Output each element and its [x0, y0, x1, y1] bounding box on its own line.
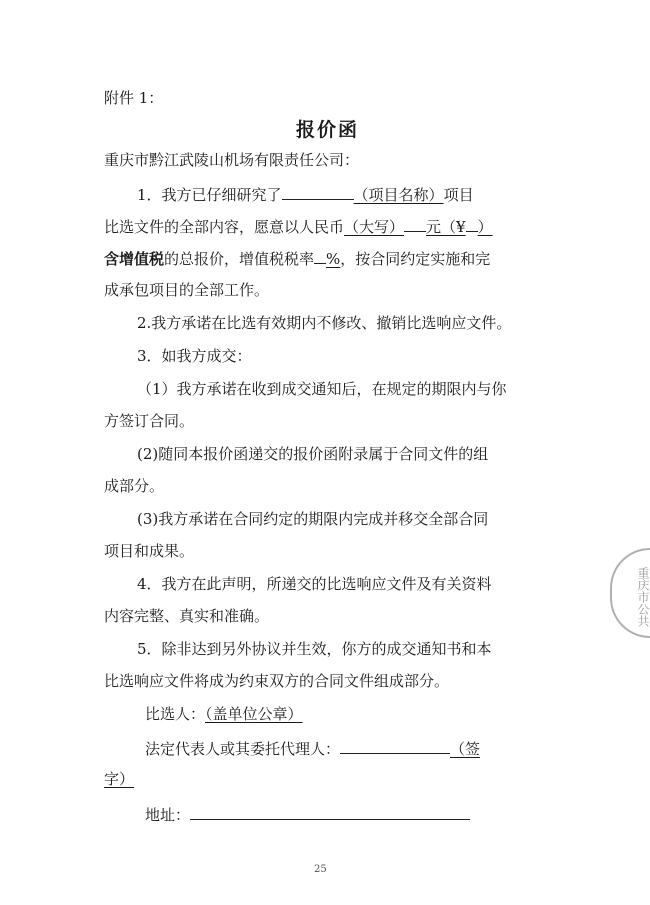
vat-included-label: 含增值税	[104, 250, 165, 268]
item5-line1: 5．除非达到另外协议并生效，你方的成交通知书和本	[137, 640, 492, 658]
item3-1-line1: （1）我方承诺在收到成交通知后，在规定的期限内与你	[137, 380, 507, 398]
item3-3-line2: 项目和成果。	[104, 542, 195, 560]
price-uppercase-label: （大写）	[344, 218, 405, 236]
vat-rate-blank[interactable]	[314, 247, 326, 264]
bidder-seal-field[interactable]: （盖单位公章）	[205, 705, 303, 723]
page-number: 25	[314, 864, 327, 875]
item4-line2: 内容完整、真实和准确。	[104, 607, 270, 625]
item1-prefix: 1．我方已仔细研究了	[137, 186, 282, 204]
address-label: 地址：	[145, 806, 191, 824]
representative-row	[145, 737, 480, 759]
seal-stamp: 重庆市公共	[610, 548, 650, 638]
item1-suffix: 项目	[443, 186, 474, 204]
item1-line3-text-b: ，按合同约定实施和完	[340, 250, 491, 268]
project-name-hint: （项目名称）	[353, 186, 444, 204]
vat-percent: %	[326, 250, 341, 268]
bidder-row	[145, 704, 303, 724]
attachment-label: 附件 1：	[104, 89, 164, 107]
representative-row-cont	[104, 769, 134, 789]
addressee: 重庆市黔江武陵山机场有限责任公司：	[104, 151, 360, 169]
price-uppercase-blank[interactable]	[404, 215, 426, 232]
address-blank[interactable]	[190, 803, 470, 820]
item1-line1	[137, 183, 474, 205]
signature-hint-b: 字）	[104, 770, 135, 788]
item1-line4: 成承包项目的全部工作。	[104, 281, 270, 299]
item1-line3	[104, 247, 490, 269]
item3-2-line2: 成部分。	[104, 477, 165, 495]
representative-signature-blank[interactable]	[340, 737, 450, 754]
signature-hint-a: （签	[450, 740, 481, 758]
item4-line1: 4．我方在此声明，所递交的比选响应文件及有关资料	[137, 575, 492, 593]
price-close: ）	[477, 218, 493, 236]
representative-label: 法定代表人或其委托代理人：	[145, 740, 341, 758]
page-title: 报价函	[296, 119, 360, 141]
item1-line2	[104, 215, 493, 237]
item1-line2-text: 比选文件的全部内容，愿意以人民币	[104, 218, 345, 236]
item3-2-line1: (2)随同本报价函递交的报价函附录属于合同文件的组	[137, 445, 489, 463]
address-row	[145, 803, 470, 825]
item3-1-line2: 方签订合同。	[104, 412, 195, 430]
item3-3-line1: (3)我方承诺在合同约定的期限内完成并移交全部合同	[137, 510, 489, 528]
item5-line2: 比选响应文件将成为约束双方的合同文件组成部分。	[104, 672, 450, 690]
price-number-blank[interactable]	[466, 215, 478, 232]
price-yuan-label: 元（¥	[426, 218, 466, 236]
project-name-blank[interactable]	[282, 183, 354, 200]
bidder-label: 比选人：	[145, 705, 206, 723]
item1-line3-text: 的总报价，增值税税率	[164, 250, 315, 268]
item3: 3．如我方成交：	[137, 347, 252, 365]
item2: 2.我方承诺在比选有效期内不修改、撤销比选响应文件。	[137, 314, 512, 332]
